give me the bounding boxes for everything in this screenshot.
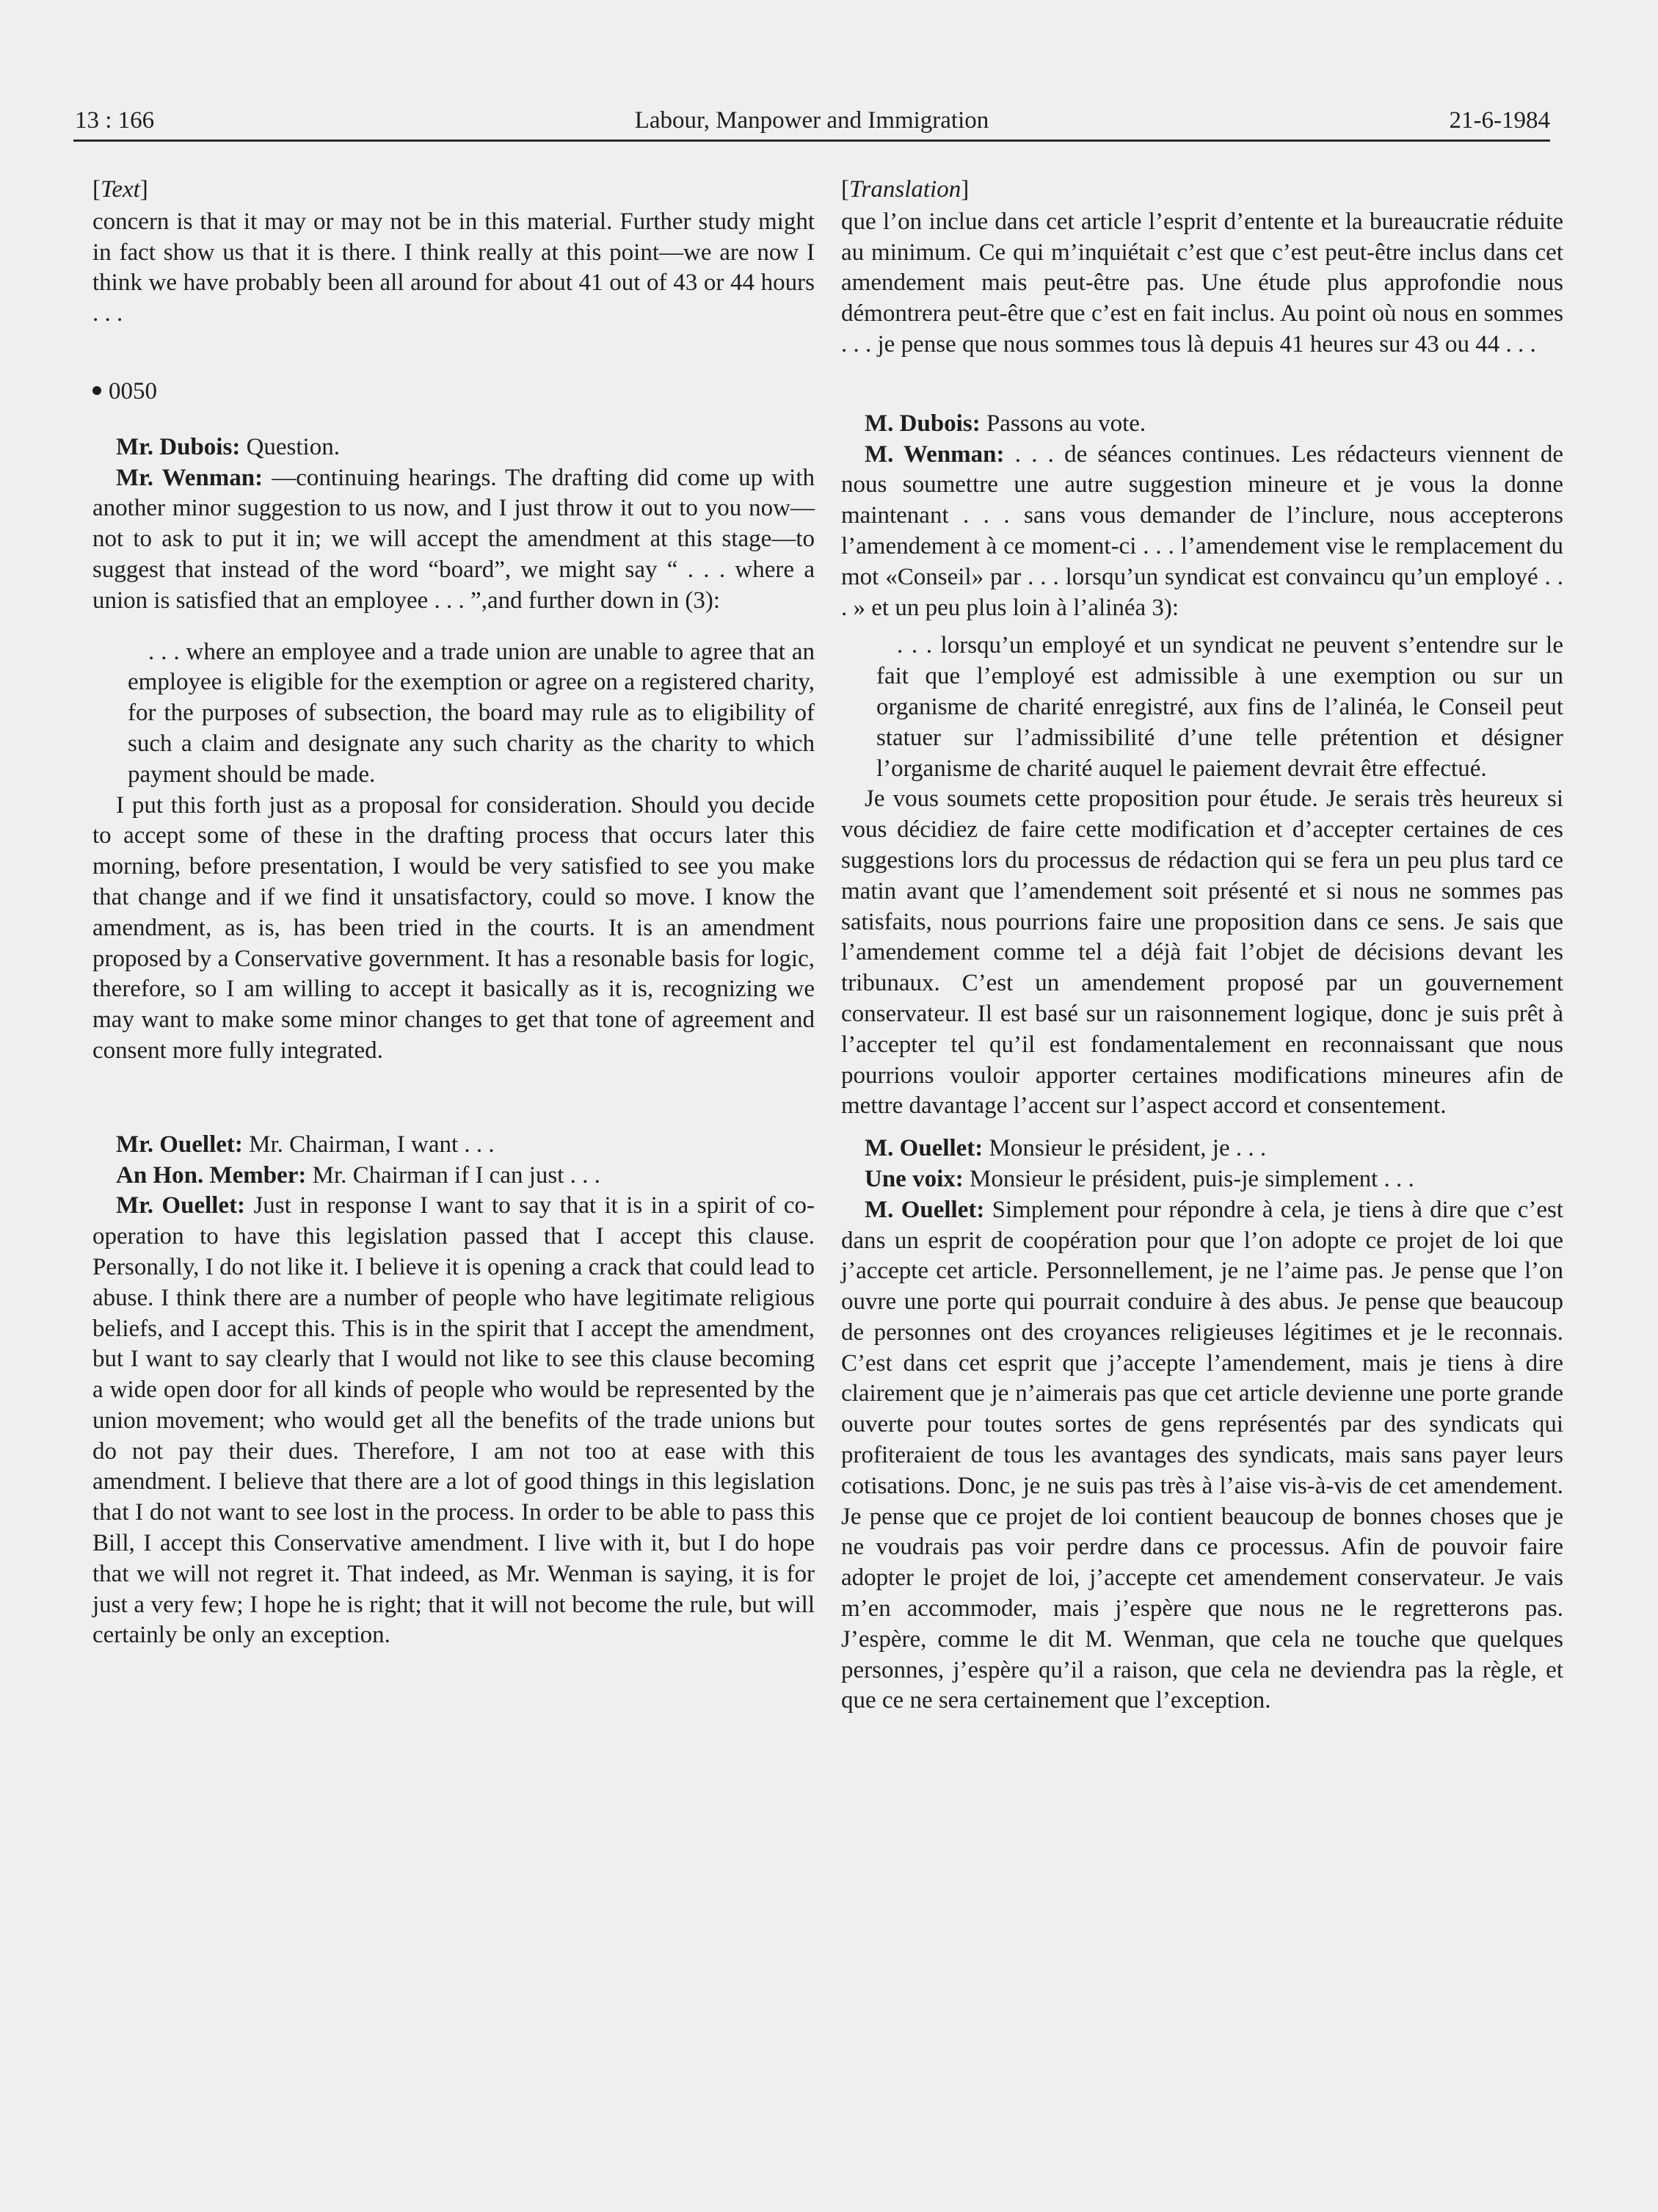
english-column [92,175,815,1651]
text-label: [Text] [92,176,148,203]
speech-dubois: Mr. Dubois: Question. [116,433,340,460]
speech-ouellet-2: M. Ouellet: Simplement pour répondre à cela, je tiens à dire que c’est dans un esprit de coopération pour que l’on adopte ce projet de loi que j’accepte cet article. Personnellement, je ne l’aime pas. Je pense que l’on ouvre une porte qui pourrait conduire à des abus. Je pense que beaucoup de personnes ont des croyances religieuses légitimes et je le reconnais. C’est dans cet esprit que j’accepte l’amendement, mais je tiens à dire clairement que je n’aimerais pas que cet article devienne une porte grande ouverte pour toutes sortes de gens représentés par des syndicats qui profiteraient de tous les avantages des syndicats, mais sans payer leurs cotisations. Donc, je ne suis pas très à l’aise vis-à-vis de cet amendement. Je pense que ce projet de loi contient beaucoup de bonnes choses que je ne voudrais pas voir perdre dans ce processus. Afin de pouvoir faire adopter le projet de loi, j’accepte cet amendement conservateur. Je vais m’en accommoder, mais j’espère que nous ne le regretterons pas. J’espère, comme le dit M. Wenman, que cela ne touche que quelques personnes, j’espère qu’il a raison, que cela ne deviendra pas la règle, et que ce ne sera certainement que l’exception. [841,1196,1564,1714]
paragraph-continued: que l’on inclue dans cet article l’esprit d’entente et la bureaucratie réduite au minimum. Ce qui m’inquiétait c’est que c’est peut-être inclus dans cet amendement mais peut-être pas. Une étude plus approfondie nous démontrera peut-être que c’est en fait inclus. Au point où nous en sommes . . . je pense que nous sommes tous là depuis 41 heures sur 43 ou 44 . . . [841,208,1563,358]
speech-wenman: M. Wenman: . . . de séances continues. Les rédacteurs viennent de nous soumettre une autre suggestion mineure et je vous la donne maintenant . . . sans vous demander de l’inclure, nous accepterons l’amendement à ce moment-ci . . . l’amendement vise le remplacement du mot «Conseil» par . . . lorsqu’un syndicat est convaincu qu’un employé . . . » et un peu plus loin à l’alinéa 3): [841,440,1563,621]
paragraph-proposal: I put this forth just as a proposal for consideration. Should you decide to accept some of these in the drafting process that occurs later this morning, before presentation, I would be very satisfied to see you make that change and if we find it unsatisfactory, could so move. I know the amendment, as is, has been tried in the courts. It is an amendment proposed by a Conservative government. It has a resonable basis for logic, therefore, so I am willing to accept it basically as it is, recognizing we may want to make some minor changes to get that tone of agreement and consent more fully integrated. [92,791,815,1064]
speech-une-voix: Une voix: Monsieur le président, puis-je simplement . . . [865,1165,1414,1192]
speech-ouellet-1: Mr. Ouellet: Mr. Chairman, I want . . . [116,1131,495,1158]
speech-ouellet-2: Mr. Ouellet: Just in response I want to say that it is in a spirit of co-operation to have this legislation passed that I accept this clause. Personally, I do not like it. I believe it is opening a crack that could lead to abuse. I think there are a number of people who have legitimate religious beliefs, and I accept this. This is in the spirit that I accept the amendment, but I want to say clearly that I would not like to see this clause becoming a wide open door for all kinds of people who would be represented by the union movement; who would get all the benefits of the trade unions but do not pay their dues. Therefore, I am not too at ease with this amendment. I believe that there are a lot of good things in this legislation that I do not want to see lost in the process. In order to be able to pass this Bill, I accept this Conservative amendment. I live with it, but I do hope that we will not regret it. That indeed, as Mr. Wenman is saying, it is for just a very few; I hope he is right; that it will not become the rule, but will certainly be only an exception. [92,1192,815,1649]
speech-ouellet-1: M. Ouellet: Monsieur le président, je . . . [865,1135,1267,1162]
paragraph-proposal: Je vous soumets cette proposition pour étude. Je serais très heureux si vous décidiez de faire cette modification et d’accepter certaines de ces suggestions lors du processus de rédaction qui se fera un peu plus tard ce matin avant que l’amendement soit présenté et si nous ne sommes pas satisfaits, nous pourrions faire une proposition dans ce sens. Je sais que l’amendement comme tel a déjà fait l’objet de décisions devant les tribunaux. C’est un amendement proposé par un gouvernement conservateur. Il est basé sur un raisonnement logique, donc je suis prêt à l’accepter tel qu’il est fondamentalement en reconnaissant que nous pourrions vouloir apporter certaines modifications mineures afin de mettre davantage l’accent sur l’aspect accord et consentement. [841,786,1563,1120]
translation-label: [Translation] [841,176,970,203]
timestamp: 0050 [92,377,815,407]
page-date: 21-6-1984 [1449,107,1550,134]
paragraph-continued: concern is that it may or may not be in this material. Further study might in fact show us that it is there. I think really at this point—we are now I think we have probably been all around for about 41 out of 43 or 44 hours . . . [92,208,815,327]
page-header [73,101,1550,142]
bullet-icon [92,386,101,395]
french-column [841,175,1563,1716]
speech-wenman: Mr. Wenman: —continuing hearings. The drafting did come up with another minor suggestion to us now, and I just throw it out to you now—not to ask to put it in; we will accept the amendment at this stage—to suggest that instead of the word “board”, we might say “ . . . where a union is satisfied that an employee . . . ”,and further down in (3): [92,464,815,614]
page-title: Labour, Manpower and Immigration [634,107,989,134]
speech-hon-member: An Hon. Member: Mr. Chairman if I can just . . . [116,1161,600,1189]
quoted-amendment: . . . where an employee and a trade union are unable to agree that an employee is eligible for the exemption or agree on a registered charity, for the purposes of subsection, the board may rule as to eligibility of such a claim and designate any such charity as the charity to which payment should be made. [128,638,815,788]
quoted-amendment: . . . lorsqu’un employé et un syndicat ne peuvent s’entendre sur le fait que l’employé est admissible à une exemption ou sur un organisme de charité enregistré, aux fins de l’alinéa, le Conseil peut statuer sur l’admissibilité d’une telle prétention et désigner l’organisme de charité auquel le paiement devrait être effectué. [876,632,1563,782]
speech-dubois: M. Dubois: Passons au vote. [865,410,1146,437]
page-number: 13 : 166 [75,107,155,134]
